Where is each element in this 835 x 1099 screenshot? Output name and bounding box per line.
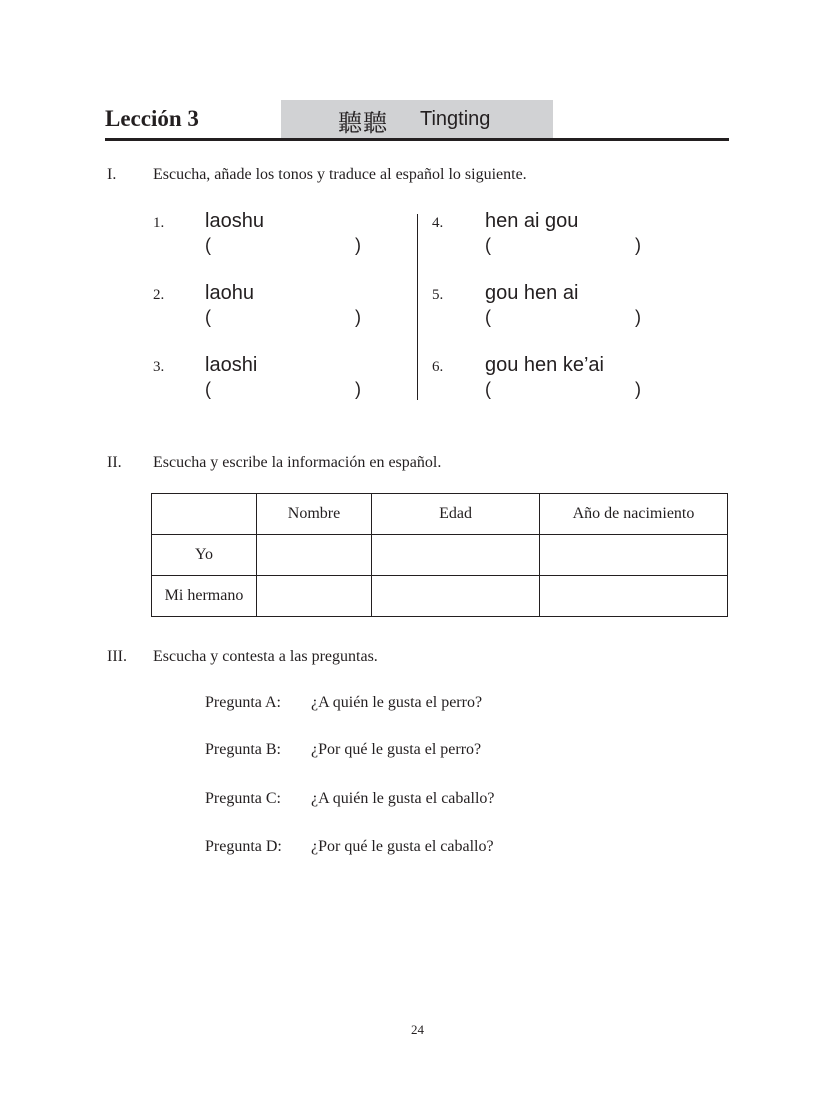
header-chinese-title: 聽聽 — [338, 109, 388, 137]
answer-cell — [540, 576, 728, 617]
item-number: 4. — [432, 215, 444, 231]
answer-close-paren: ) — [635, 235, 641, 255]
item-number: 5. — [432, 287, 444, 303]
item-pinyin: gou hen ai — [485, 282, 579, 304]
table-header-cell: Nombre — [257, 494, 372, 535]
section-1-number: I. — [107, 166, 117, 183]
question-label: Pregunta B: — [205, 741, 281, 758]
question-text: ¿A quién le gusta el caballo? — [311, 790, 495, 807]
question-label: Pregunta C: — [205, 790, 281, 807]
question-text: ¿A quién le gusta el perro? — [311, 694, 483, 711]
lesson-title: Lección 3 — [105, 106, 199, 131]
section-2-instruction: Escucha y escribe la información en español. — [153, 454, 442, 471]
item-number: 3. — [153, 359, 165, 375]
question-label: Pregunta A: — [205, 694, 281, 711]
table-header-cell: Edad — [372, 494, 540, 535]
answer-open-paren: ( — [205, 235, 211, 255]
answer-open-paren: ( — [485, 379, 491, 399]
answer-cell — [540, 535, 728, 576]
answer-open-paren: ( — [205, 307, 211, 327]
question-text: ¿Por qué le gusta el perro? — [311, 741, 482, 758]
section-1-instruction: Escucha, añade los tonos y traduce al español lo siguiente. — [153, 166, 527, 183]
row-label: Yo — [152, 535, 257, 576]
answer-cell — [257, 535, 372, 576]
column-divider — [417, 214, 418, 400]
answer-cell — [372, 535, 540, 576]
table-header-row — [152, 494, 728, 535]
item-number: 2. — [153, 287, 165, 303]
header-rule — [105, 138, 729, 141]
item-pinyin: laoshi — [205, 354, 258, 376]
item-number: 1. — [153, 215, 165, 231]
answer-close-paren: ) — [635, 379, 641, 399]
question-text: ¿Por qué le gusta el caballo? — [311, 838, 494, 855]
answer-open-paren: ( — [485, 235, 491, 255]
page-number: 24 — [411, 1022, 424, 1037]
answer-close-paren: ) — [355, 307, 361, 327]
item-pinyin: gou hen ke’ai — [485, 354, 604, 376]
answer-open-paren: ( — [205, 379, 211, 399]
item-pinyin: laoshu — [205, 210, 264, 232]
answer-open-paren: ( — [485, 307, 491, 327]
header-band — [281, 100, 553, 138]
item-number: 6. — [432, 359, 444, 375]
table-row — [152, 535, 728, 576]
answer-cell — [372, 576, 540, 617]
answer-close-paren: ) — [355, 235, 361, 255]
item-pinyin: hen ai gou — [485, 210, 579, 232]
item-pinyin: laohu — [205, 282, 254, 304]
section-3-number: III. — [107, 648, 127, 665]
table-header-cell — [152, 494, 257, 535]
header-pinyin-title: Tingting — [420, 108, 491, 130]
answer-cell — [257, 576, 372, 617]
answer-close-paren: ) — [355, 379, 361, 399]
table-header-cell: Año de nacimiento — [540, 494, 728, 535]
question-label: Pregunta D: — [205, 838, 282, 855]
answer-close-paren: ) — [635, 307, 641, 327]
table-row — [152, 576, 728, 617]
section-2-number: II. — [107, 454, 122, 471]
info-table — [151, 493, 728, 617]
row-label: Mi hermano — [152, 576, 257, 617]
section-3-instruction: Escucha y contesta a las preguntas. — [153, 648, 378, 665]
